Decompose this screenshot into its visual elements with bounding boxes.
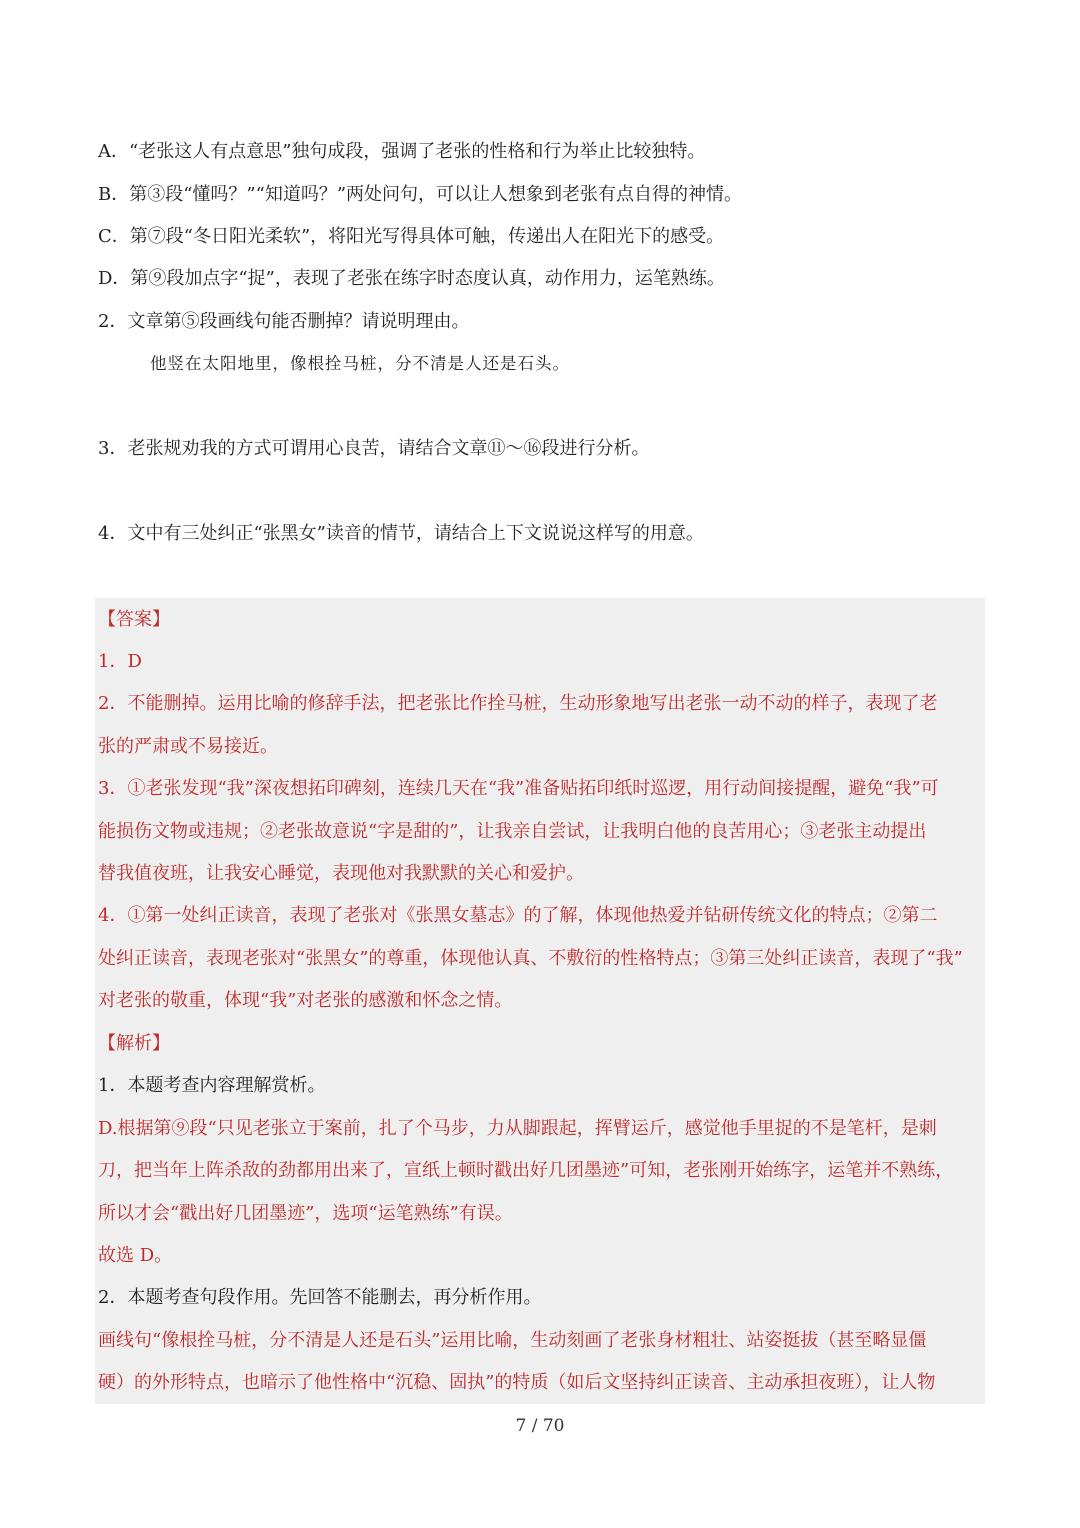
- analysis-2-title: 2．本题考查句段作用。先回答不能删去，再分析作用。: [98, 1287, 542, 1308]
- analysis-2-line-2: 硬）的外形特点，也暗示了他性格中“沉稳、固执”的特质（如后文坚持纠正读音、主动承担夜班），让人物: [98, 1372, 936, 1393]
- analysis-heading: 【解析】: [98, 1033, 170, 1054]
- answer-2-line-2: 张的严肃或不易接近。: [98, 736, 278, 757]
- analysis-1-line-2: 刀，把当年上阵杀敌的劲都用出来了，宣纸上顿时戳出好几团墨迹”可知，老张刚开始练字，运笔并不熟练，: [98, 1160, 954, 1181]
- answer-4-line-3: 对老张的敬重，体现“我”对老张的感激和怀念之情。: [98, 990, 513, 1011]
- analysis-2-line-1: 画线句“像根拴马桩，分不清是人还是石头”运用比喻，生动刻画了老张身材粗壮、站姿挺拔（甚至略显僵: [98, 1330, 927, 1351]
- analysis-1-line-1: D.根据第⑨段“只见老张立于案前，扎了个马步，力从脚跟起，挥臂运斤，感觉他手里捉的不是笔杆，是刺: [98, 1118, 937, 1139]
- answer-heading: 【答案】: [98, 609, 170, 630]
- page-number: 7 / 70: [515, 1416, 565, 1436]
- question-4: 4．文中有三处纠正“张黑女”读音的情节，请结合上下文说说这样写的用意。: [98, 523, 704, 544]
- answer-2-line-1: 2．不能删掉。运用比喻的修辞手法，把老张比作拴马桩，生动形象地写出老张一动不动的样子，表现了老: [98, 693, 938, 714]
- answer-3-line-1: 3．①老张发现“我”深夜想拓印碑刻，连续几天在“我”准备贴拓印纸时巡逻，用行动间接提醒，避免“我”可: [98, 778, 939, 799]
- option-a: A．“老张这人有点意思”独句成段，强调了老张的性格和行为举止比较独特。: [98, 141, 706, 162]
- analysis-1-title: 1．本题考查内容理解赏析。: [98, 1075, 326, 1096]
- option-d: D．第⑨段加点字“捉”，表现了老张在练字时态度认真，动作用力，运笔熟练。: [98, 268, 725, 289]
- option-c: C．第⑦段“冬日阳光柔软”，将阳光写得具体可触，传递出人在阳光下的感受。: [98, 226, 725, 247]
- answer-3-line-2: 能损伤文物或违规；②老张故意说“字是甜的”，让我亲自尝试，让我明白他的良苦用心；③老张主动提出: [98, 821, 927, 842]
- analysis-1-line-3: 所以才会“戳出好几团墨迹”，选项“运笔熟练”有误。: [98, 1203, 513, 1224]
- question-2-quote: 他竖在太阳地里，像根拴马桩，分不清是人还是石头。: [150, 354, 570, 373]
- answer-4-line-2: 处纠正读音，表现老张对“张黑女”的尊重，体现他认真、不敷衍的性格特点；③第三处纠正读音，表现了“我”: [98, 948, 963, 969]
- answer-1: 1．D: [98, 651, 142, 672]
- question-2: 2．文章第⑤段画线句能否删掉？请说明理由。: [98, 311, 470, 332]
- question-3: 3．老张规劝我的方式可谓用心良苦，请结合文章⑪～⑯段进行分析。: [98, 438, 650, 459]
- option-b: B．第③段“懂吗？”“知道吗？”两处问句，可以让人想象到老张有点自得的神情。: [98, 184, 743, 205]
- answer-3-line-3: 替我值夜班，让我安心睡觉，表现他对我默默的关心和爱护。: [98, 863, 584, 884]
- analysis-1-choice: 故选 D。: [98, 1245, 173, 1266]
- answer-4-line-1: 4．①第一处纠正读音，表现了老张对《张黑女墓志》的了解，体现他热爱并钻研传统文化的特点；②第二: [98, 905, 938, 926]
